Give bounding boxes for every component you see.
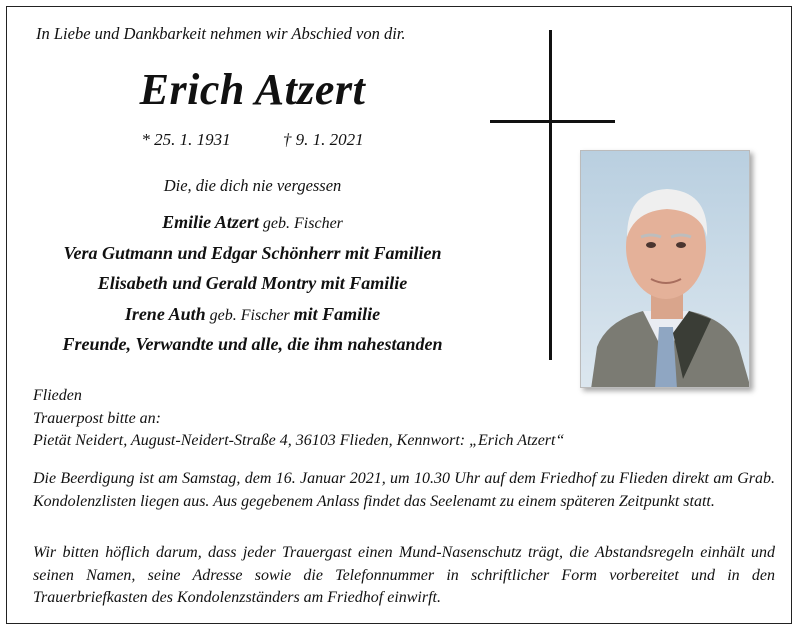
hygiene-request: Wir bitten höflich darum, dass jeder Trauergast einen Mund-Nasenschutz trägt, die Abstandsregeln einhält und seinen Namen, seine Adresse sowie die Telefonnummer in schriftlicher Form vorbereitet und in den Trauerbriefkasten des Kondolenzständers am Friedhof einwirft. xyxy=(33,544,775,606)
funeral-notice: Die Beerdigung ist am Samstag, dem 16. Januar 2021, um 10.30 Uhr auf dem Friedhof zu Flieden direkt am Grab. Kondolenzlisten liegen aus. Aus gegebenem Anlass findet das Seelenamt zu einem späteren Zeitpunkt statt. xyxy=(33,470,775,510)
mourner-line: Elisabeth und Gerald Montry mit Familie xyxy=(97,273,408,293)
cross-icon xyxy=(549,30,552,360)
mourner-line: Vera Gutmann und Edgar Schönherr mit Familien xyxy=(63,242,442,263)
contact-block xyxy=(33,385,564,453)
mourners-list xyxy=(0,208,505,361)
life-dates xyxy=(0,130,505,150)
death-date: † 9. 1. 2021 xyxy=(282,130,364,149)
mourner-line: Irene Auth geb. Fischer mit Familie xyxy=(124,303,381,324)
mail-address: Pietät Neidert, August-Neidert-Straße 4, 36103 Flieden, Kennwort: „Erich Atzert“ xyxy=(33,432,565,449)
portrait-photo xyxy=(580,150,750,388)
mourner-line: Freunde, Verwandte und alle, die ihm nahestanden xyxy=(62,334,443,354)
mourners-intro: Die, die dich nie vergessen xyxy=(163,176,342,195)
birth-date: * 25. 1. 1931 xyxy=(141,130,231,149)
intro-line: In Liebe und Dankbarkeit nehmen wir Abschied von dir. xyxy=(36,24,406,43)
cross-icon-bar xyxy=(490,120,615,123)
mourner-line: Emilie Atzert geb. Fischer xyxy=(162,212,343,232)
deceased-name: Erich Atzert xyxy=(139,65,366,114)
mail-label: Trauerpost bitte an: xyxy=(33,409,162,427)
place-name: Flieden xyxy=(33,387,82,404)
